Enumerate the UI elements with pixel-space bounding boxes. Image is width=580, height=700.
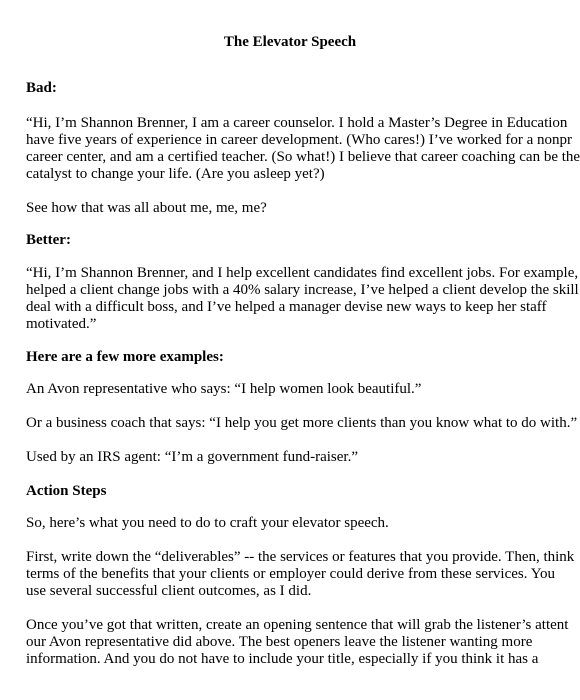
action-para2-line-1: Once you’ve got that written, create an opening sentence that will grab the listener’s attent [26, 617, 569, 633]
bad-note: See how that was all about me, me, me? [26, 200, 267, 216]
action-para1-line-2: terms of the benefits that your clients or employer could derive from these services. You [26, 566, 556, 582]
bad-line-4: catalyst to change your life. (Are you asleep yet?) [26, 166, 325, 182]
better-heading: Better: [26, 232, 71, 248]
better-line-1: “Hi, I’m Shannon Brenner, and I help excellent candidates find excellent jobs. For example, [26, 265, 579, 281]
example-item-2: Or a business coach that says: “I help you get more clients than you know what to do with.” [26, 415, 578, 431]
example-item-3: Used by an IRS agent: “I’m a government fund-raiser.” [26, 449, 358, 465]
action-para1-line-1: First, write down the “deliverables” -- the services or features that you provide. Then, think [26, 549, 575, 565]
better-line-4: motivated.” [26, 316, 97, 332]
page-title: The Elevator Speech [223, 34, 357, 50]
bad-line-3: career center, and am a certified teacher. (So what!) I believe that career coaching can be the [26, 149, 580, 165]
bad-line-1: “Hi, I’m Shannon Brenner, I am a career counselor. I hold a Master’s Degree in Education [26, 115, 568, 131]
action-para2-line-2: our Avon representative did above. The best openers leave the listener wanting more [26, 634, 533, 650]
example-item-1: An Avon representative who says: “I help women look beautiful.” [26, 381, 422, 397]
better-line-2: helped a client change jobs with a 40% salary increase, I’ve helped a client develop the skill [26, 282, 579, 298]
bad-line-2: have five years of experience in career development. (Who cares!) I’ve worked for a nonpr [26, 132, 572, 148]
action-para2-line-3: information. And you do not have to include your title, especially if you think it has a [26, 651, 539, 667]
action-para1-line-3: use several successful client outcomes, as I did. [26, 583, 312, 599]
bad-heading: Bad: [26, 80, 57, 96]
better-line-3: deal with a difficult boss, and I’ve helped a manager devise new ways to keep her staff [26, 299, 547, 315]
action-steps-intro: So, here’s what you need to do to craft your elevator speech. [26, 515, 389, 531]
examples-heading: Here are a few more examples: [26, 349, 224, 365]
action-steps-heading: Action Steps [26, 483, 107, 499]
